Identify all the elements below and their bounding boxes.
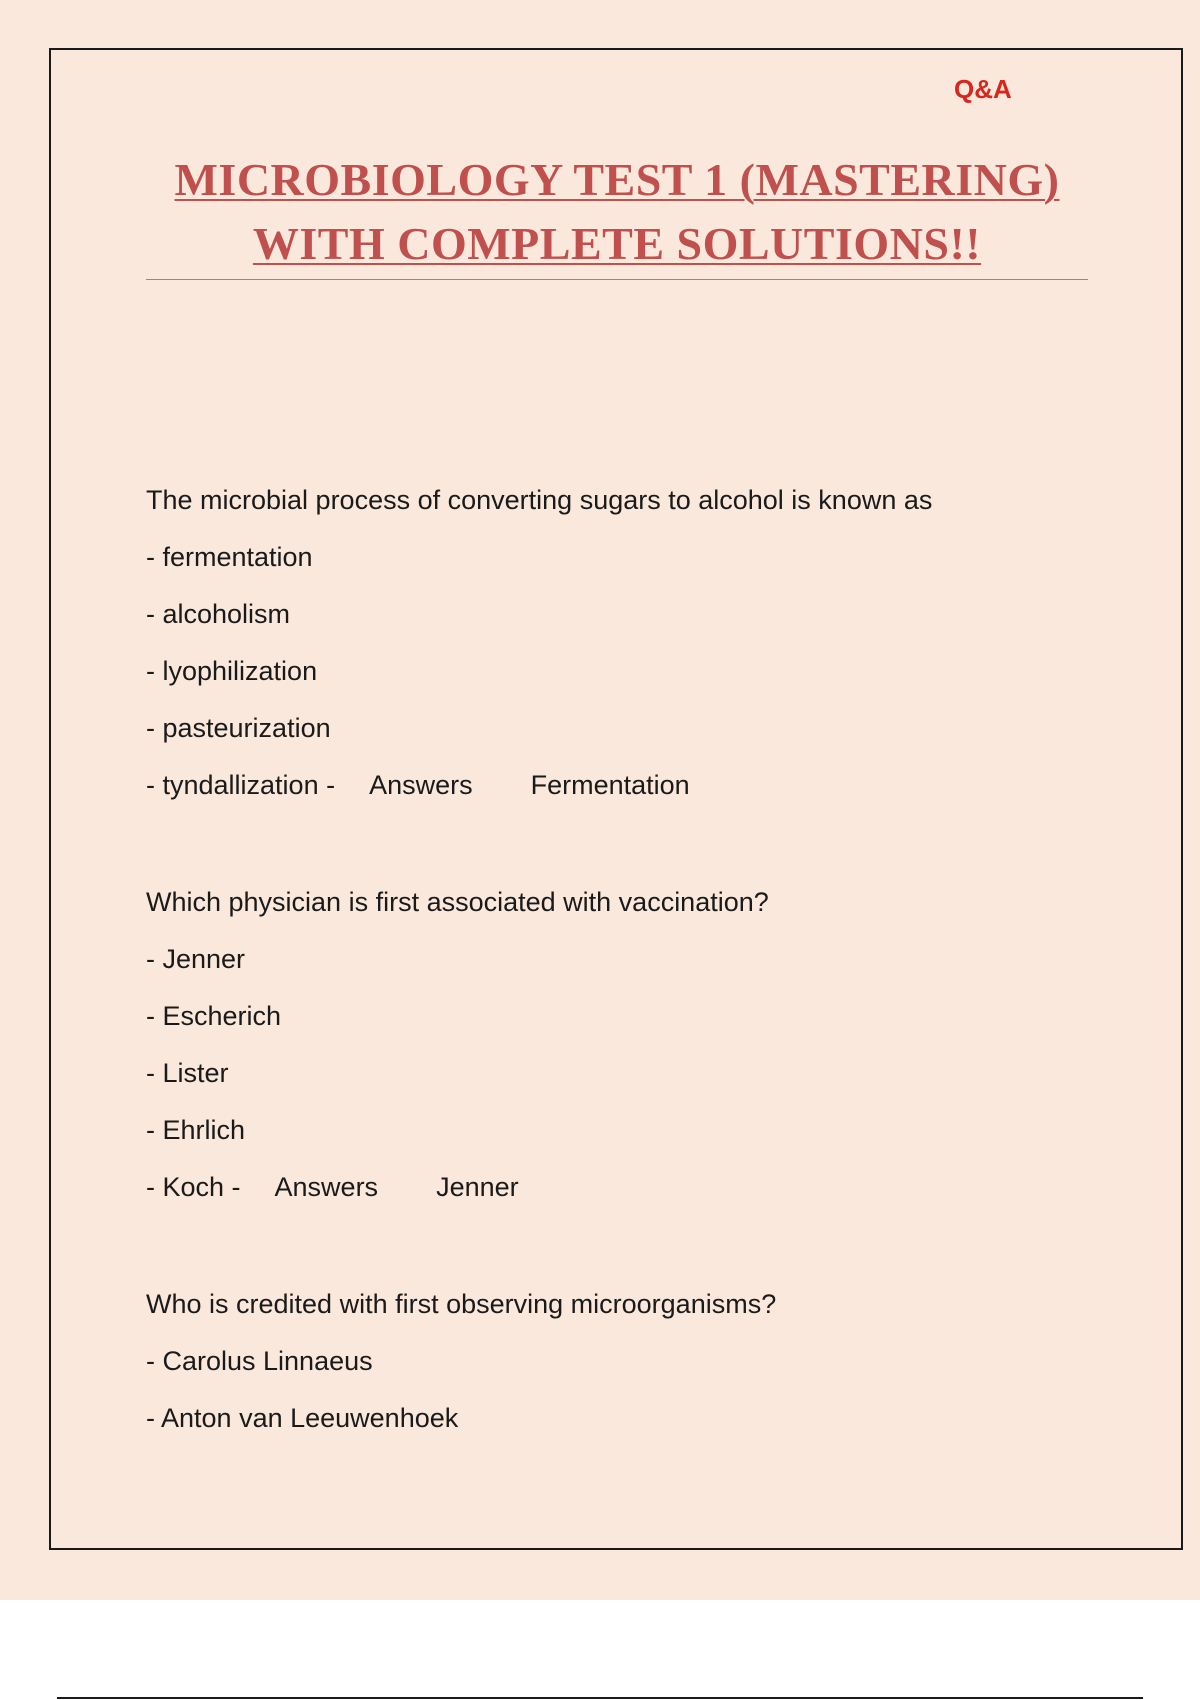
footer-divider [57,1697,1143,1699]
answer-value: Jenner [436,1172,519,1202]
option: - fermentation [146,542,313,572]
question-block-2 [146,874,769,1216]
option: - tyndallization - [146,770,336,800]
option: - Escherich [146,1001,282,1031]
option: - Ehrlich [146,1115,246,1145]
question-block-3 [146,1276,776,1447]
question-text: The microbial process of converting sugars to alcohol is known as [146,485,933,515]
option: - pasteurization [146,713,331,743]
option: - lyophilization [146,656,318,686]
answer-line [146,1159,769,1216]
option: - Koch - [146,1172,241,1202]
answer-line [146,757,932,814]
option: - Carolus Linnaeus [146,1346,373,1376]
option: - alcoholism [146,599,291,629]
question-text: Who is credited with first observing microorganisms? [146,1289,777,1319]
question-text: Which physician is first associated with vaccination? [146,887,769,917]
option: - Anton van Leeuwenhoek [146,1403,459,1433]
option: - Lister [146,1058,229,1088]
document-title: MICROBIOLOGY TEST 1 (MASTERING) WITH COMPLETE SOLUTIONS!! [174,154,1060,269]
qa-tag: Q&A [954,74,1012,104]
title-divider [146,279,1088,280]
answer-value: Fermentation [530,770,690,800]
answer-label: Answers [274,1172,379,1202]
question-block-1 [146,472,932,814]
option: - Jenner [146,944,246,974]
answer-label: Answers [369,770,473,800]
